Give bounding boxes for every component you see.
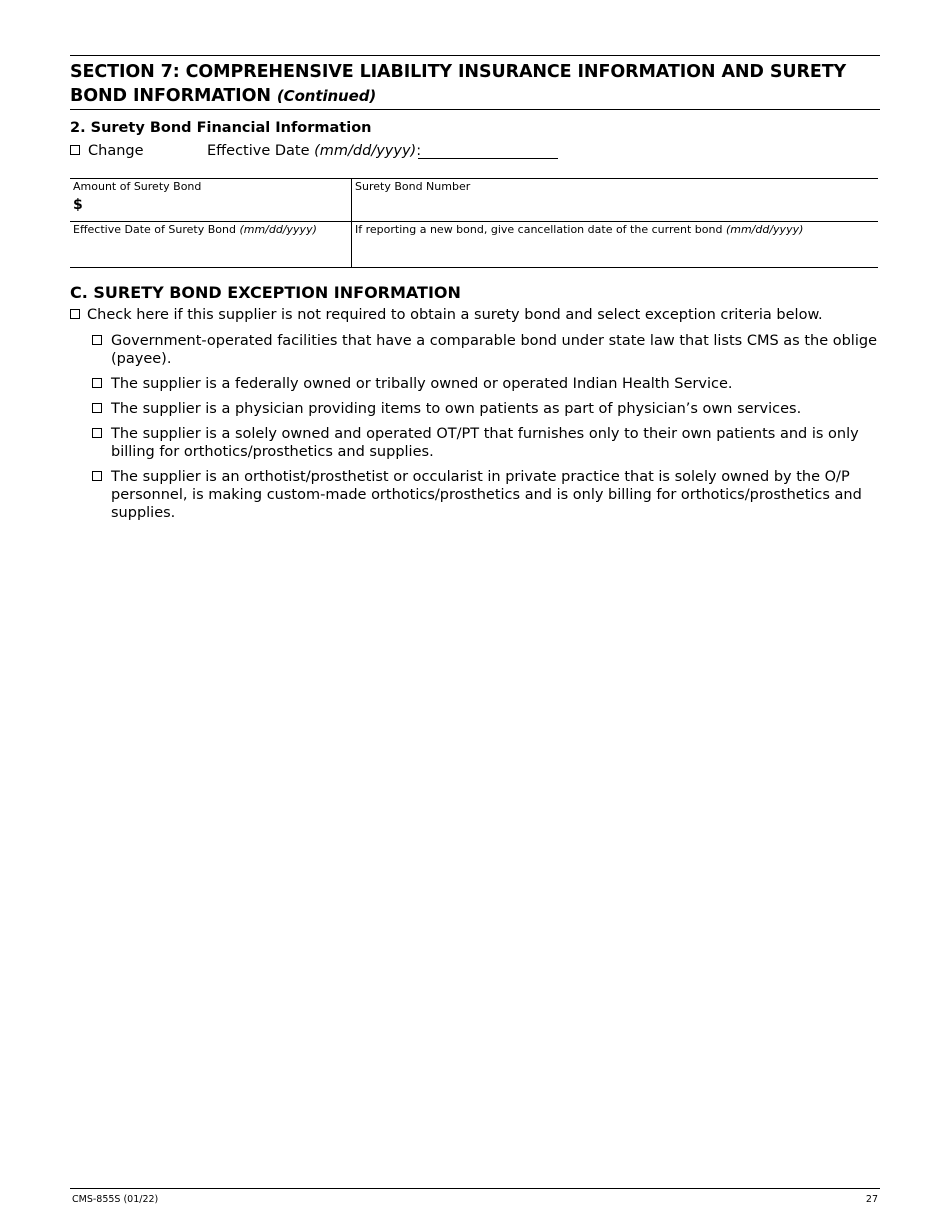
exception-heading: C. SURETY BOND EXCEPTION INFORMATION [70,283,461,302]
exception-option [92,332,882,368]
surety-bond-table [70,178,878,268]
exception-option-label: Government-operated facilities that have a comparable bond under state law that lists CMS as the oblige (payee). [111,333,877,367]
bond-effective-format: (mm/dd/yyyy) [239,223,317,236]
form-id: CMS-855S (01/22) [72,1194,159,1205]
change-checkbox[interactable] [70,145,80,155]
bond-row [70,221,878,267]
exception-option [92,375,882,393]
exception-option [92,468,882,522]
section-continued: (Continued) [276,87,377,105]
cancellation-format: (mm/dd/yyyy) [725,223,804,236]
bond-number-label: Surety Bond Number [355,180,471,193]
effective-date-label [207,143,421,159]
top-rule [70,55,880,56]
exception-option [92,400,882,418]
exception-main-check [70,307,823,323]
exception-option-label: The supplier is a federally owned or tribally owned or operated Indian Health Service. [111,376,733,392]
bond-row [70,179,878,221]
change-row [70,143,422,159]
cancellation-label: If reporting a new bond, give cancellation date of the current bond [355,223,723,236]
effective-date-field[interactable] [418,158,558,159]
exception-option-checkbox[interactable] [92,378,102,388]
exception-option-checkbox[interactable] [92,403,102,413]
financial-heading: 2. Surety Bond Financial Information [70,120,372,136]
section-title [70,60,870,108]
effective-date-text: Effective Date [207,143,310,159]
section-title-text: SECTION 7: COMPREHENSIVE LIABILITY INSURANCE INFORMATION AND SURETY BOND INFORMATION [70,62,847,106]
page-number: 27 [865,1194,878,1205]
effective-date-colon: : [416,143,422,159]
effective-date-format: (mm/dd/yyyy) [314,143,417,159]
exception-option-checkbox[interactable] [92,471,102,481]
amount-label: Amount of Surety Bond [73,180,202,193]
exception-option [92,425,882,461]
exception-option-checkbox[interactable] [92,428,102,438]
title-rule [70,109,880,110]
cancellation-cell[interactable] [352,222,878,267]
change-label: Change [88,143,144,159]
exception-option-checkbox[interactable] [92,335,102,345]
footer-rule [70,1188,880,1189]
exception-option-label: The supplier is a physician providing items to own patients as part of physician’s own services. [111,401,802,417]
bond-effective-label: Effective Date of Surety Bond [73,223,236,236]
bond-number-cell[interactable] [352,179,878,221]
exception-main-label: Check here if this supplier is not required to obtain a surety bond and select exception criteria below. [87,307,823,323]
dollar-sign: $ [73,197,83,213]
exception-option-label: The supplier is an orthotist/prosthetist or occularist in private practice that is solely owned by the O/P personnel, is making custom-made orthotics/prosthetics and is only billing for orthotics/prosthetics and supplies. [111,469,862,521]
amount-cell[interactable] [70,179,352,221]
bond-effective-cell[interactable] [70,222,352,267]
exception-options [92,332,882,529]
exception-option-label: The supplier is a solely owned and operated OT/PT that furnishes only to their own patients and is only billing for orthotics/prosthetics and supplies. [111,426,859,460]
exception-main-checkbox[interactable] [70,309,80,319]
